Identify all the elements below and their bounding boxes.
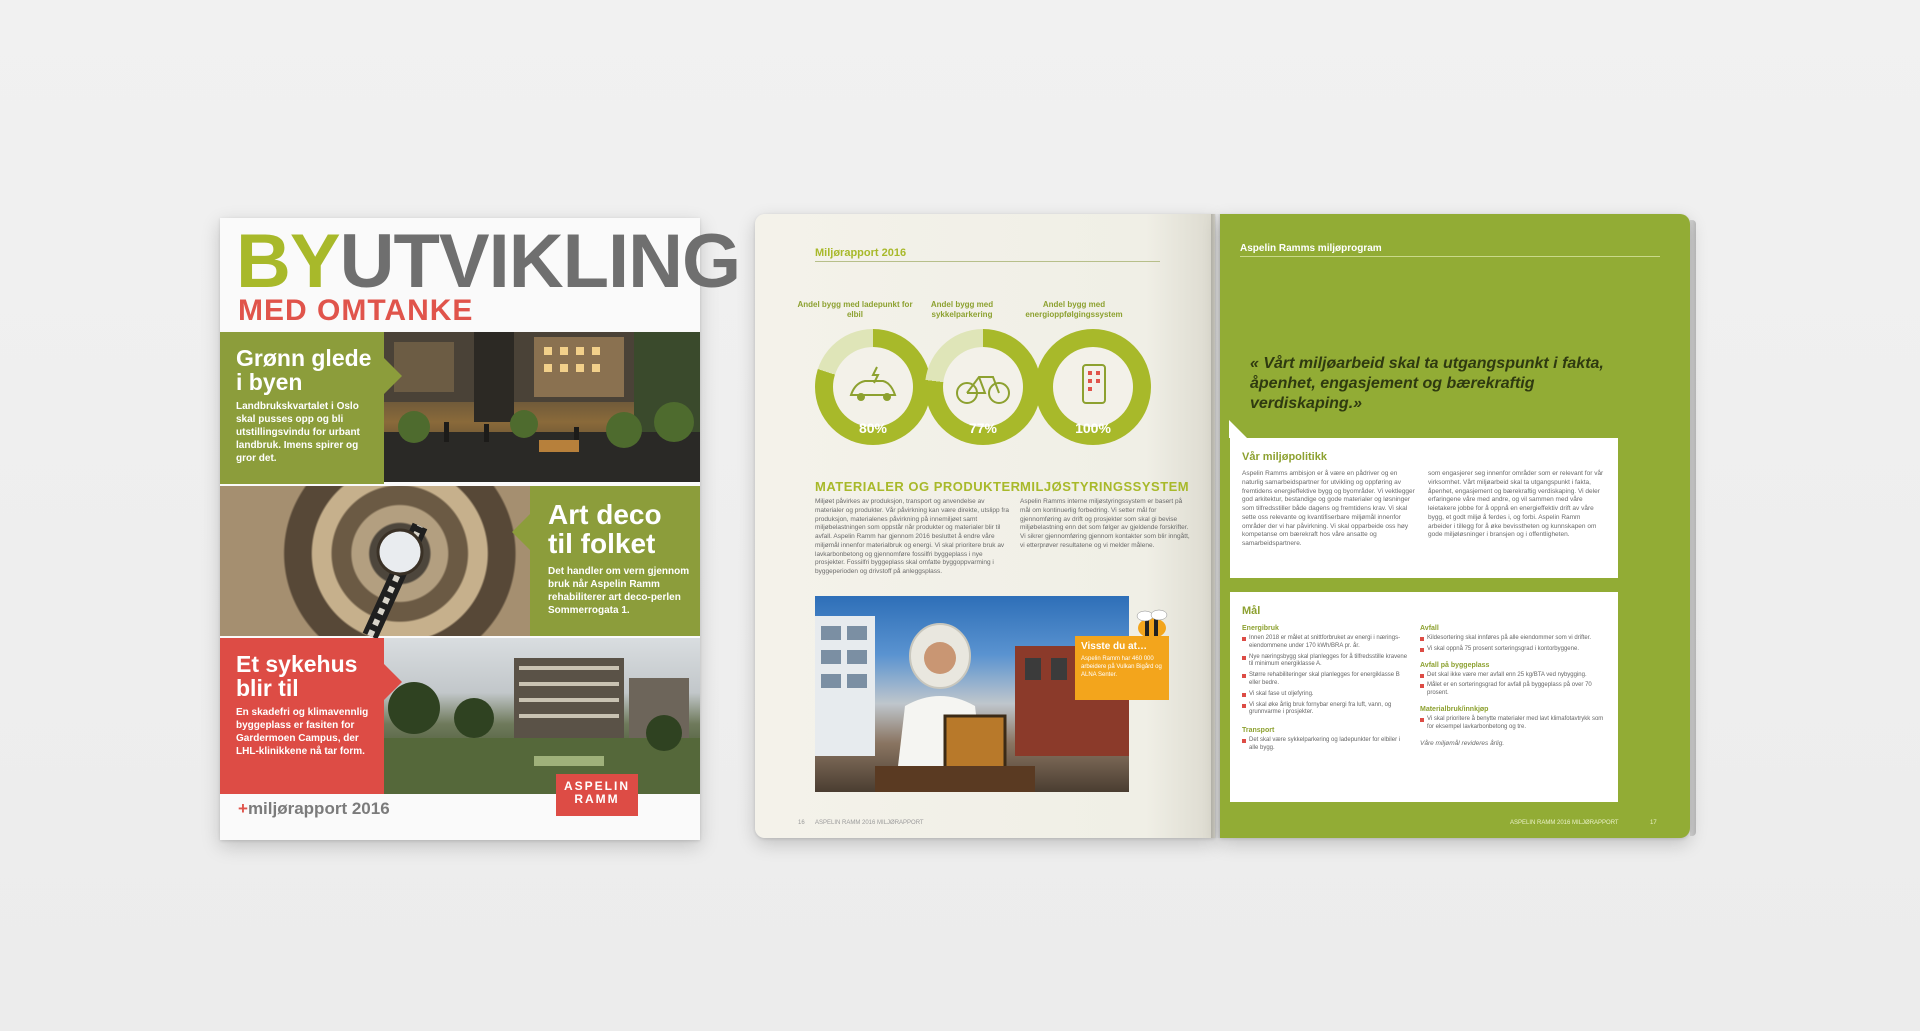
stat-percent: 100% [1075, 420, 1111, 436]
goal-item: Større rehabiliteringer skal planlegges for energiklasse B eller bedre. [1242, 672, 1410, 688]
section-text-materials: Miljøet påvirkes av produksjon, transport og anvendelse av materialer og produkter. Vår påvirkning kan være direkte, utslipp fra produksjon, materialenes påvirkning på innemiljøet samt miljøbelastningen som oppstår når produkter og materialer blir til avfall. Aspelin Ramm har gjennom 2016 besluttet å endre våre miljømål innenfor materialbruk og energi. Vi skal prioritere bruk av lavkarbonbetong og gjennomføre fossilfri byggeplass i nye prosjekter. Fossilfri byggeplass skal omfatte byggoppvarming i byggeperioden og drivstoff på anleggsplass. [815, 498, 1010, 576]
goals-column-2 [1420, 620, 1606, 748]
pull-quote: « Vårt miljøarbeid skal ta utgangspunkt i fakta, åpenhet, engasjement og bærekraftig verdiskaping.» [1250, 355, 1604, 412]
stat-label: Andel bygg med ladepunkt for elbil [797, 300, 913, 319]
goal-item: Det skal være sykkelparkering og ladepunkter for elbiler i alle bygg. [1242, 737, 1410, 753]
pointer-arrow [384, 664, 402, 700]
callout-title: Visste du at… [1081, 641, 1147, 652]
page-number: 17 [1650, 820, 1657, 826]
goal-heading: Avfall [1420, 625, 1439, 632]
story-title: Art deco til folket [548, 499, 662, 560]
header-rule [1240, 256, 1660, 257]
stat-ring-ev [815, 329, 931, 445]
policy-title: Vår miljøpolitikk [1242, 451, 1327, 463]
goal-item: Vi skal øke årlig bruk fornybar energi fra luft, vann, og grunnvarme i prosjekter. [1242, 702, 1410, 718]
left-page [755, 214, 1215, 838]
hospital-illustration [384, 638, 700, 794]
header-rule [815, 261, 1160, 262]
open-magazine-spread [755, 214, 1695, 838]
cover-footer-text: miljørapport 2016 [247, 799, 390, 818]
goal-item: Nye næringsbygg skal planlegges for å tilfredsstille kravene til minimum energiklasse A. [1242, 654, 1410, 670]
goal-item: Vi skal oppnå 75 prosent sorteringsgrad i kontorbyggene. [1420, 646, 1606, 654]
stat-percent: 77% [968, 420, 998, 436]
goals-title: Mål [1242, 605, 1261, 617]
staircase-photo [220, 486, 530, 636]
cover-title [236, 219, 741, 304]
goal-item: Vi skal fase ut oljefyring. [1242, 691, 1410, 699]
logo-line1: ASPELIN [563, 779, 630, 793]
page-footer: ASPELIN RAMM 2016 MILJØRAPPORT [1510, 820, 1619, 826]
section-text-ems: Aspelin Ramms interne miljøstyringssystem er basert på mål om kontinuerlig forbedring. Vi setter mål for gjennomføring av drift og prosjekter som skal gi bevise miljøbelastning enn det som følger av gjeldende forskrifter. Vi sikrer gjennomføring gjennom kontakter som blir inngått, vi etterprøver resultatene og vi melder målene. [1020, 498, 1190, 549]
story-hospital[interactable] [220, 638, 384, 794]
aspelin-ramm-logo [556, 774, 638, 816]
stat-ring-bike [925, 329, 1041, 445]
story-text: En skadefri og klimavennlig byggeplass er fasiten for Gardermoen Campus, der LHL-klinikkene nå tar form. [236, 707, 369, 758]
pointer-arrow [512, 514, 530, 550]
story-title: Et sykehus blir til [236, 651, 358, 702]
goal-item: Kildesortering skal innføres på alle eiendommer som vi drifter. [1420, 635, 1606, 643]
car-icon [833, 347, 913, 427]
callout-text: Aspelin Ramm har 460 000 arbeidere på Vulkan Bigård og ALNA Senter. [1081, 656, 1162, 678]
goal-heading: Transport [1242, 727, 1275, 735]
goal-item: Innen 2018 er målet at snittforbruket av energi i nærings-eiendommene under 170 kWh/BRA pr. år. [1242, 635, 1410, 651]
page-footer: ASPELIN RAMM 2016 MILJØRAPPORT [815, 820, 924, 826]
cover-footer [238, 800, 390, 817]
goal-heading: Materialbruk/innkjøp [1420, 705, 1489, 713]
story-text: Det handler om vern gjennom bruk når Aspelin Ramm rehabiliterer art deco-perlen Sommerrogata 1. [548, 565, 690, 616]
right-page-header: Aspelin Ramms miljøprogram [1240, 243, 1382, 254]
hospital-photo [384, 638, 700, 794]
policy-panel [1230, 438, 1618, 578]
plus-icon: + [238, 799, 248, 818]
story-green-city[interactable] [220, 332, 384, 484]
courtyard-illustration [384, 332, 700, 482]
cover-subtitle: MED OMTANKE [238, 294, 474, 327]
cover-title-by: BY [236, 219, 340, 304]
panel-tab [1229, 420, 1247, 438]
ring-center [943, 347, 1023, 427]
goals-panel [1230, 592, 1618, 802]
story-text: Landbrukskvartalet i Oslo skal pusses opp og bli utstillingsvindu for urbant landbruk. Imens spirer og gror det. [236, 401, 360, 465]
pointer-arrow [384, 358, 402, 394]
right-page [1220, 214, 1690, 838]
meter-icon [1053, 347, 1133, 427]
bicycle-icon [943, 347, 1023, 427]
ring-center [1053, 347, 1133, 427]
goal-item: Målet er en sorteringsgrad for avfall på byggeplass på over 70 prosent. [1420, 682, 1606, 698]
policy-text-col2: som engasjerer seg innenfor områder som er relevant for vår virksomhet. Vårt miljøarbeid skal ta utgangspunkt i fakta, åpenhet, engasjement og bærekraftig verdiskaping. Vi deler erfaringene våre med andre, og vil sammen med våre leietakere jobbe for å oppnå en energieffektiv drift av våre bygg, et godt miljø å ferdes i, og forbi. Aspelin Ramm arbeider i tillegg for å øke bevisstheten og kunnskapen om gode miljøløsninger i bransjen og i offentligheten. [1428, 470, 1604, 539]
logo-line2: RAMM [574, 792, 620, 807]
goal-heading: Energibruk [1242, 625, 1279, 632]
did-you-know-callout [1075, 636, 1169, 700]
stat-label: Andel bygg med sykkelparkering [930, 300, 994, 319]
staircase-illustration [220, 486, 530, 636]
story-art-deco[interactable] [530, 486, 700, 636]
goals-note: Våre miljømål revideres årlig. [1420, 739, 1505, 747]
ring-center [833, 347, 913, 427]
courtyard-photo [384, 332, 700, 482]
page-edge [1690, 220, 1696, 836]
goal-item: Vi skal prioritere å benytte materialer med lavt klimafotavtrykk som for eksempel lavkarbonbetong og tre. [1420, 716, 1606, 732]
goal-heading: Avfall på byggeplass [1420, 661, 1490, 669]
section-title-ems: MILJØSTYRINGSSYSTEM [1020, 479, 1190, 494]
left-page-header: Miljørapport 2016 [815, 247, 907, 259]
story-title: Grønn glede i byen [236, 345, 372, 396]
stat-ring-energy [1035, 329, 1151, 445]
magazine-cover [220, 218, 741, 840]
page-number: 16 [798, 820, 805, 826]
stat-percent: 80% [858, 420, 888, 436]
stat-label: Andel bygg med energioppfølgingssystem [1025, 300, 1123, 319]
goal-item: Det skal ikke være mer avfall enn 25 kg/BTA ved nybygging. [1420, 672, 1606, 680]
goals-column-1 [1242, 620, 1410, 753]
cover-title-rest: UTVIKLING [339, 219, 741, 304]
section-title-materials: MATERIALER OG PRODUKTER [815, 479, 1021, 494]
policy-text-col1: Aspelin Ramms ambisjon er å være en pådriver og en naturlig samarbeidspartner for utvikling og oppføring av fremtidens energieffektive bygg og byområder. Vi vektlegger god arkitektur, bestandige og gode materialer og løsninger som tilfredsstiller både dagens og fremtidens krav. Vi skal sette oss relevante og kvantifiserbare miljømål innenfor områder der vi har påvirkning. Vi skal opparbeide oss høy kompetanse om bærekraft hos våre ansatte og samarbeidspartnere. [1242, 470, 1415, 548]
